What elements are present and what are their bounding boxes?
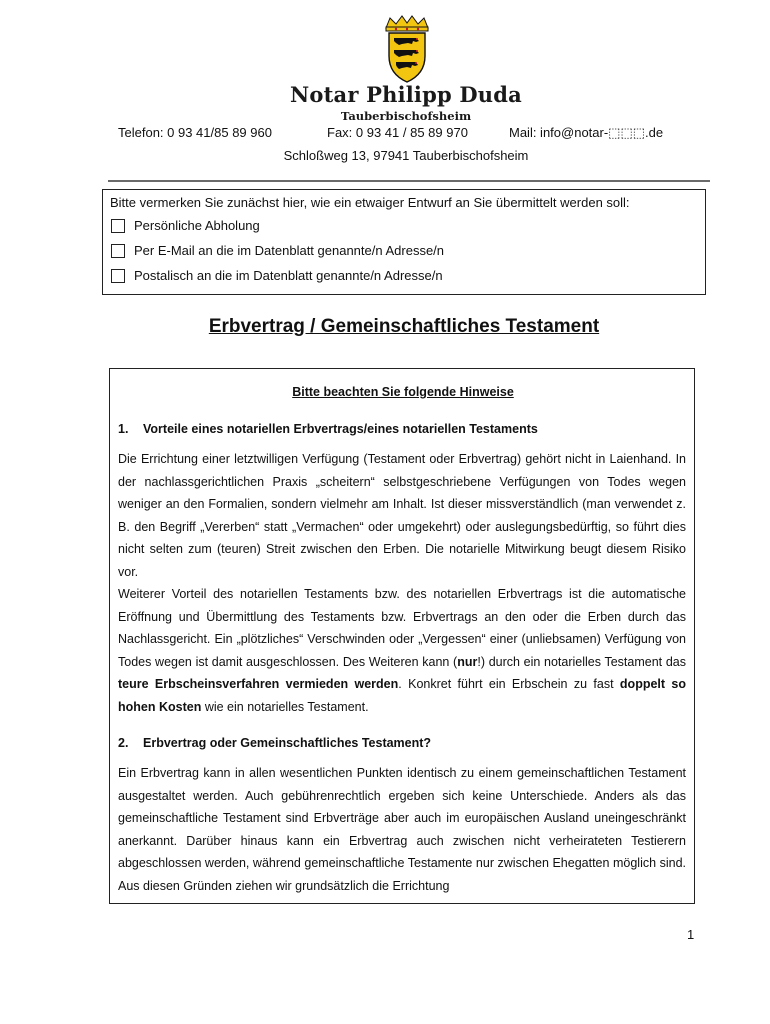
delivery-prompt: Bitte vermerken Sie zunächst hier, wie ein etwaiger Entwurf an Sie übermittelt werden soll:	[110, 195, 630, 210]
section-number: 2.	[118, 736, 129, 750]
office-address: Schloßweg 13, 97941 Tauberbischofsheim	[283, 148, 529, 163]
text-run: Weiterer Vorteil des notariellen Testaments bzw. des notariellen Erbvertrags ist die automatische Eröffnung und Übermittlung des Testaments bzw. Erbvertrags an den oder die Erben durch das Nachlassgericht. Ein „plötzliches“ Verschwinden oder „Vergessen“ einer (unliebsamen) Verfügung von Todes wegen ist damit ausgeschlossen. Des Weiteren kann (	[118, 587, 686, 669]
section-2-paragraph-1: Ein Erbvertrag kann in allen wesentlichen Punkten identisch zu einem gemeinschaftlichen Testament ausgestaltet werden. Auch gebührenrechtlich ergeben sich keine Unterschiede. Anders als das gemeinschaftliche Testament sind Erbverträge aber auch im europäischen Ausland uneingeschränkt anerkannt. Darüber hinaus kann ein Erbvertrag auch zwischen nicht verheirateten Testierern abgeschlossen werden, während gemeinschaftliche Testamente nur zwischen Ehegatten möglich sind. Aus diesen Gründen ziehen wir grundsätzlich die Errichtung	[118, 766, 686, 893]
emphasis-kosten: doppelt so hohen Kosten	[118, 677, 686, 714]
section-number: 1.	[118, 422, 129, 436]
notary-name: Notar Philipp Duda	[290, 82, 522, 107]
email-checkbox[interactable]	[111, 244, 125, 258]
page-number: 1	[687, 927, 695, 942]
emphasis-nur: nur	[457, 654, 478, 669]
delivery-options-box	[102, 189, 706, 295]
text-run: . Konkret führt ein Erbschein zu fast	[398, 677, 620, 691]
phone-number: Telefon: 0 93 41/85 89 960	[118, 125, 272, 140]
delivery-option-email[interactable]	[111, 243, 444, 258]
delivery-option-label: Postalisch an die im Datenblatt genannte/n Adresse/n	[134, 268, 443, 283]
notes-heading: Bitte beachten Sie folgende Hinweise	[292, 385, 514, 399]
emphasis-erbschein: teure Erbscheinsverfahren vermieden werden	[118, 677, 399, 691]
letterhead-divider	[108, 180, 710, 182]
notary-city: Tauberbischofsheim	[340, 109, 472, 123]
section-title: Erbvertrag oder Gemeinschaftliches Testament?	[143, 736, 432, 750]
delivery-option-post[interactable]	[111, 268, 443, 283]
pickup-checkbox[interactable]	[111, 219, 125, 233]
delivery-option-label: Persönliche Abholung	[134, 218, 260, 233]
coat-of-arms-icon	[372, 14, 442, 84]
delivery-option-label: Per E-Mail an die im Datenblatt genannte/n Adresse/n	[134, 243, 445, 258]
section-1-paragraph-2	[118, 583, 686, 718]
post-checkbox[interactable]	[111, 269, 125, 283]
section-title: Vorteile eines notariellen Erbvertrags/eines notariellen Testaments	[143, 422, 538, 436]
text-run: wie ein notarielles Testament.	[201, 699, 369, 714]
fax-number: Fax: 0 93 41 / 85 89 970	[327, 125, 468, 140]
text-run: !) durch ein notarielles Testament das	[477, 654, 686, 669]
document-title: Erbvertrag / Gemeinschaftliches Testament	[208, 316, 600, 337]
notes-box	[109, 368, 695, 904]
mail-address: Mail: info@notar-⬚⬚⬚.de	[509, 125, 664, 140]
section-1-paragraph-1: Die Errichtung einer letztwilligen Verfügung (Testament oder Erbvertrag) gehört nicht in Laienhand. In der nachlassgerichtlichen Praxis „scheitern“ selbstgeschriebene Verfügungen von Todes wegen weniger an den Formalien, sondern vielmehr am Inhalt. Ist dieser missverständlich (man verwendet z. B. den Begriff „Vererben“ statt „Vermachen“ oder umgekehrt) oder auslegungsbedürftig, so führt dies nicht selten zum (teuren) Streit zwischen den Erben. Die notarielle Mitwirkung beugt diesem Risiko vor.	[118, 452, 686, 579]
section-heading-1	[118, 422, 538, 436]
delivery-option-pickup[interactable]	[111, 218, 260, 233]
section-heading-2	[118, 736, 431, 750]
